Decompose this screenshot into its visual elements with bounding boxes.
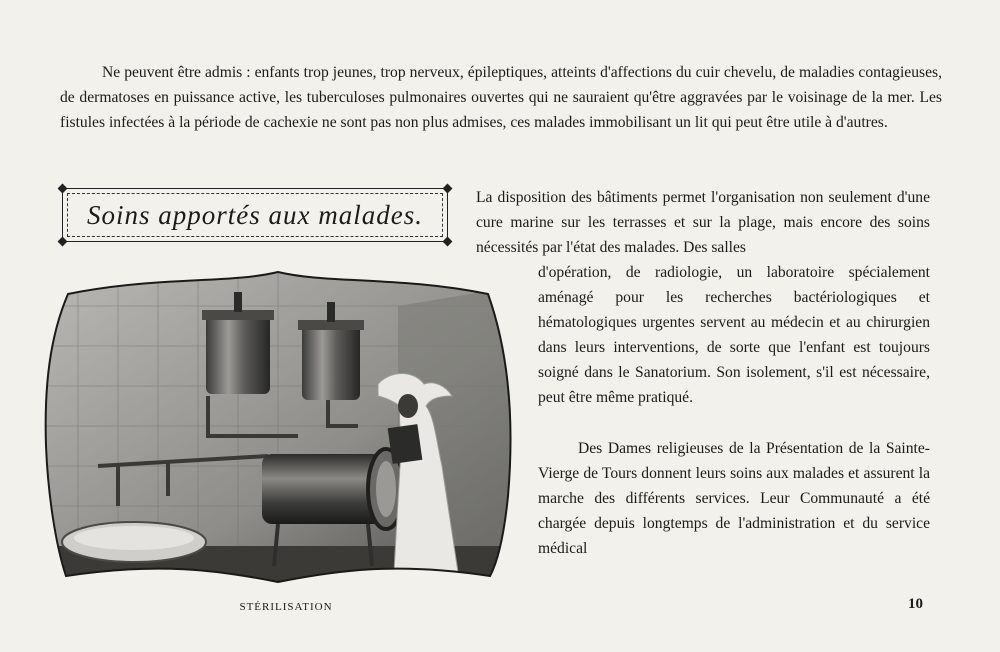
sterilisation-photo-image — [38, 266, 518, 586]
paragraph-2: Des Dames religieuses de la Présentation de la Sainte-Vierge de Tours donnent leurs soins aux malades et assurent la marche des différents services. Leur Communauté a été chargée depuis longtemps de l'administration et du service médical — [538, 440, 930, 557]
sterilisation-photo — [38, 266, 518, 586]
paragraph-1-top: La disposition des bâtiments permet l'organisation non seulement d'une cure marine sur les terrasses et sur la plage, mais encore des soins nécessités par l'état des malades. Des salles — [476, 189, 930, 256]
photo-caption: STÉRILISATION — [239, 601, 333, 613]
section-title: Soins apportés aux malades. — [87, 199, 423, 230]
page-number: 10 — [908, 596, 923, 612]
intro-paragraph: Ne peuvent être admis : enfants trop jeunes, trop nerveux, épileptiques, atteints d'affections du cuir chevelu, de maladies contagieuses, de dermatoses en puissance active, les tuberculoses pulmonaires ouvertes qui ne sauraient qu'être aggravées par le voisinage de la mer. Les fistules infectées à la période de cachexie ne sont pas non plus admises, ces malades immobilisant un lit qui peut être utile à d'autres. — [60, 64, 942, 131]
paragraph-1-rest: d'opération, de radiologie, un laboratoire spécialement aménagé pour les recherches bactériologiques et hématologiques urgentes servent au médecin et au chirurgien dans leurs interventions, de sorte que l'enfant est toujours soigné dans le Sanatorium. Son isolement, s'il est nécessaire, peut être même pratiqué. — [538, 264, 930, 406]
section-title-frame — [62, 188, 448, 242]
